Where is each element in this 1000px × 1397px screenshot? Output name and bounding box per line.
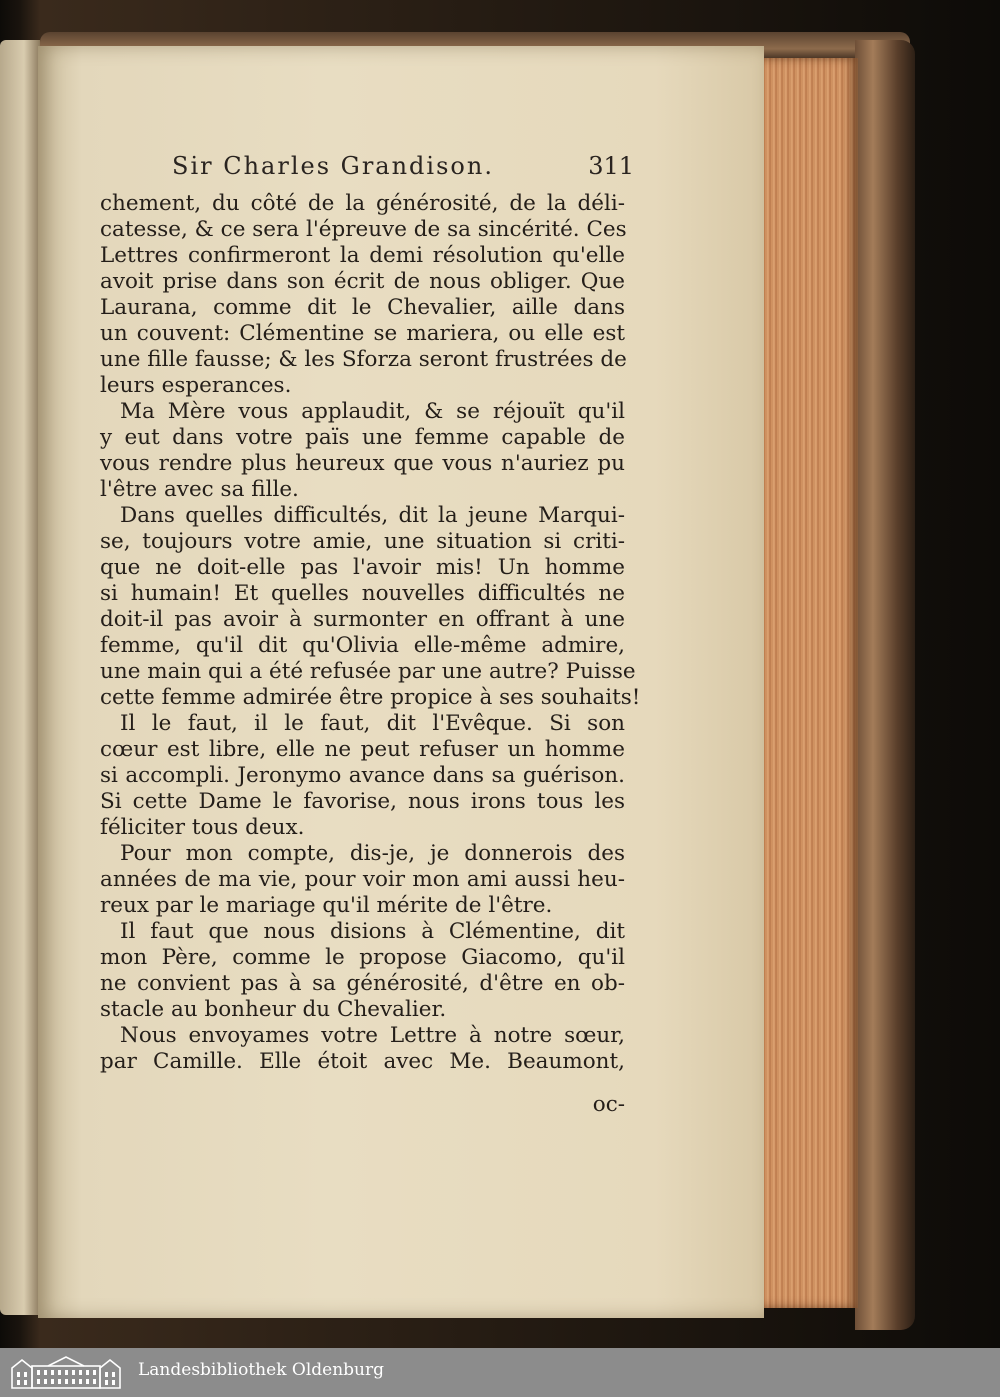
text-line: Il le faut, il le faut, dit l'Evêque. Si son [120,711,625,736]
text-line: mon Père, comme le propose Giacomo, qu'il [100,945,625,970]
text-line: femme, qu'il dit qu'Olivia elle-même admire, [100,633,625,658]
text-line: une main qui a été refusée par une autre? Puisse [100,659,636,684]
page-number: 311 [588,152,634,180]
text-line: reux par le mariage qu'il mérite de l'être. [100,893,553,918]
page-block-edges [760,58,858,1308]
text-line: Ma Mère vous applaudit, & se réjouït qu'il [120,399,625,424]
text-line: Si cette Dame le favorise, nous irons tous les [100,789,625,814]
text-line: vous rendre plus heureux que vous n'auriez pu [100,451,625,476]
text-line: ne convient pas à sa générosité, d'être en ob- [100,971,625,996]
text-line: un couvent: Clémentine se mariera, ou elle est [100,321,625,346]
text-line: catesse, & ce sera l'épreuve de sa sincérité. Ces [100,217,627,242]
text-line: par Camille. Elle étoit avec Me. Beaumont, [100,1049,625,1074]
library-building-logo-icon [8,1354,124,1392]
running-head: Sir Charles Grandison. [172,152,494,180]
book-cover-right [855,40,915,1330]
body-text [100,191,641,1075]
text-line: féliciter tous deux. [100,815,305,840]
library-name: Landesbibliothek Oldenburg [138,1360,385,1380]
text-line: années de ma vie, pour voir mon ami aussi heu- [100,867,625,892]
text-line: cœur est libre, elle ne peut refuser un homme [100,737,625,762]
text-line: Laurana, comme dit le Chevalier, aille dans [100,295,625,320]
text-line: Pour mon compte, dis-je, je donnerois des [120,841,625,866]
text-line: Lettres confirmeront la demi résolution qu'elle [100,243,625,268]
text-line: se, toujours votre amie, une situation si criti- [100,529,625,554]
text-line: leurs esperances. [100,373,292,398]
text-line: avoit prise dans son écrit de nous obliger. Que [100,269,625,294]
text-line: si accompli. Jeronymo avance dans sa guérison. [100,763,625,788]
catchword: oc- [592,1092,625,1117]
text-line: si humain! Et quelles nouvelles difficultés ne [100,581,625,606]
text-line: doit-il pas avoir à surmonter en offrant à une [100,607,625,632]
text-line: stacle au bonheur du Chevalier. [100,997,447,1022]
facing-page-edge [0,40,40,1315]
text-line: l'être avec sa fille. [100,477,299,502]
text-line: cette femme admirée être propice à ses souhaits! [100,685,641,710]
text-line: chement, du côté de la générosité, de la déli- [100,191,625,216]
text-line: Il faut que nous disions à Clémentine, dit [120,919,625,944]
footer-bar [0,1348,1000,1397]
text-line: Nous envoyames votre Lettre à notre sœur, [120,1023,625,1048]
text-line: que ne doit-elle pas l'avoir mis! Un homme [100,555,625,580]
text-line: Dans quelles difficultés, dit la jeune Marqui- [120,503,625,528]
text-line: y eut dans votre païs une femme capable de [100,425,625,450]
text-line: une fille fausse; & les Sforza seront frustrées de [100,347,627,372]
